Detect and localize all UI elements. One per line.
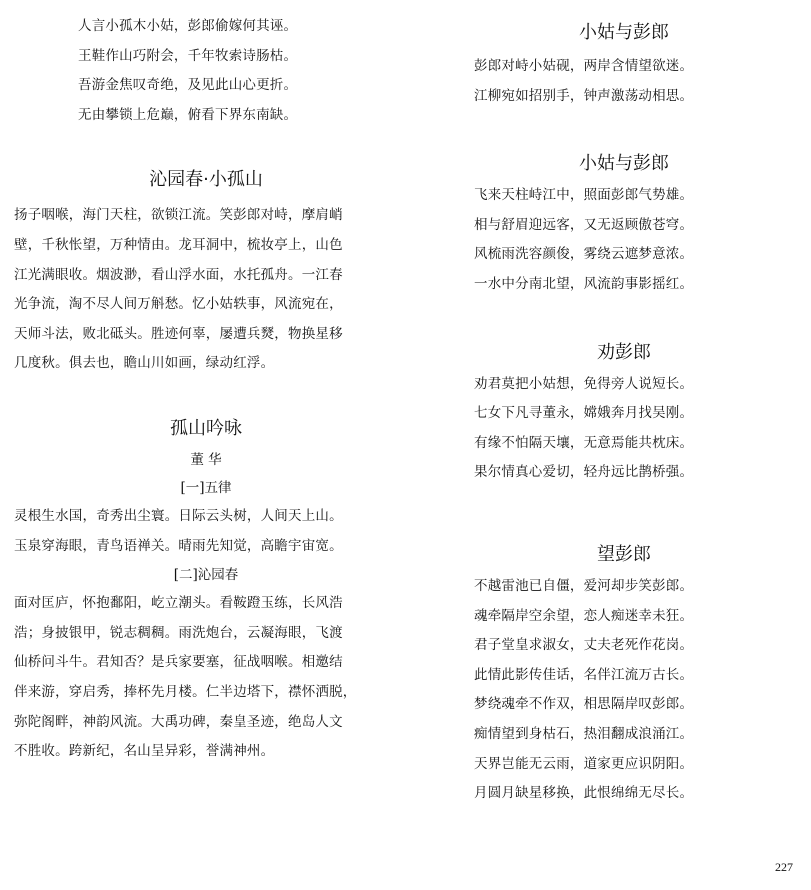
poem-line: 魂牵隔岸空余望，恋人痴迷幸未狂。 (474, 607, 694, 624)
section-title: 小姑与彭郎 (579, 22, 669, 43)
poem-line: 君子堂皇求淑女，丈夫老死作花岗。 (474, 637, 694, 654)
poem-line: 弥陀阁畔，神韵风流。大禹功碑，秦皇圣迹，绝岛人文 (14, 713, 343, 730)
right-column (474, 18, 774, 809)
poem-line: 梦绕魂牵不作双，相思隔岸叹彭郎。 (474, 696, 694, 713)
gushan-poem-1 (14, 502, 398, 561)
poem-line: 江柳宛如招别手，钟声激荡动相思。 (474, 87, 694, 104)
poem-line: 劝君莫把小姑想，免得旁人说短长。 (474, 375, 694, 392)
section-title: 望彭郎 (597, 543, 651, 565)
poem-line: 风梳雨洗容颜俊，雾绕云遮梦意浓。 (474, 246, 694, 263)
poem-line: 吾游金焦叹奇绝，及见此山心更折。 (78, 77, 298, 94)
subhead-qinyuanchun: [二]沁园春 (173, 567, 239, 584)
qinyuanchun-body (14, 201, 398, 379)
section-title: 小姑与彭郎 (579, 153, 669, 175)
poem-line: 扬子咽喉，海门天柱，欲锁江流。笑彭郎对峙，摩肩峭 (14, 207, 343, 224)
poem-line: 不越雷池已自僵，爱河却步笑彭郎。 (474, 577, 694, 594)
poem-line: 人言小孤木小姑，彭郎偷嫁何其诬。 (78, 18, 298, 34)
poem-line: 飞来天柱峙江中，照面彭郎气势雄。 (474, 187, 694, 204)
poem-line: 面对匡庐，怀抱鄱阳，屹立潮头。看鞍蹬玉练，长风浩 (14, 595, 343, 612)
poem-line: 月圆月缺星移换，此恨绵绵无尽长。 (474, 785, 694, 802)
poem-line: 无由攀锁上危巅，俯看下界东南缺。 (78, 106, 298, 123)
poem-line: 江光满眼收。烟波渺，看山浮水面，水托孤舟。一江春 (14, 266, 343, 283)
poem-quan-penglang (474, 370, 774, 488)
poem-xiaogu-2 (474, 181, 774, 299)
poem-line: 灵根生水国，奇秀出尘寰。日际云头树，人间天上山。 (14, 507, 343, 524)
poem-line: 浩；身披银甲，锐志稠稠。雨洗炮台，云凝海眼，飞渡 (14, 624, 343, 641)
poem-line: 光争流，淘不尽人间万斛愁。忆小姑轶事，风流宛在， (14, 296, 343, 313)
poem-line: 彭郎对峙小姑砚，两岸含情望欲迷。 (474, 58, 694, 74)
poem-line: 七女下凡寻董永，嫦娥奔月找吴刚。 (474, 405, 694, 422)
page-number: 227 (775, 860, 793, 874)
poem-line: 仙桥问斗牛。君知否？是兵家要塞，征战咽喉。相邀结 (14, 654, 343, 671)
poem-line: 伴来游，穿启秀，捧杯先月楼。仁半边塔下，襟怀洒脱， (14, 683, 357, 700)
poem-line: 相与舒眉迎远客，又无返顾傲苍穹。 (474, 216, 694, 233)
poem-line: 王鞋作山巧附会，千年牧索诗肠枯。 (78, 47, 298, 64)
left-column (14, 12, 398, 767)
poem-line: 天师斗法，败北砥头。胜迹何辜，屡遭兵燹，物换星移 (14, 325, 343, 342)
poem-line: 壁，千秋怅望，万种情由。龙耳洞中，梳妆亭上，山色 (14, 236, 343, 253)
poem-line: 一水中分南北望，风流韵事影摇红。 (474, 275, 694, 292)
poem-line: 此情此影传佳话，名伴江流万古长。 (474, 666, 694, 683)
author-name: 董 华 (190, 451, 222, 468)
section-title: 劝彭郎 (597, 341, 651, 363)
gushan-poem-2 (14, 589, 398, 767)
qinyuanchun-title: 沁园春·小孤山 (149, 169, 263, 191)
poem-line: 果尔情真心爱切，轻舟远比鹊桥强。 (474, 464, 694, 481)
intro-poem (14, 12, 398, 130)
poem-line: 玉泉穿海眼，青鸟语禅关。晴雨先知觉，高瞻宇宙宽。 (14, 537, 343, 554)
poem-line: 有缘不怕隔天壤，无意焉能共枕床。 (474, 434, 694, 451)
gushan-title: 孤山吟咏 (170, 417, 242, 439)
poem-line: 痴情望到身枯石，热泪翻成浪涌江。 (474, 725, 694, 742)
poem-xiaogu-1 (474, 52, 774, 111)
poem-line: 不胜收。跨新纪，名山呈异彩，誉满神州。 (14, 743, 275, 760)
poem-line: 几度秋。俱去也，瞻山川如画，绿动红浮。 (14, 355, 275, 372)
subhead-wulv: [一]五律 (180, 479, 232, 496)
poem-line: 天界岂能无云雨，道家更应识阴阳。 (474, 755, 694, 772)
poem-wang-penglang (474, 572, 774, 809)
